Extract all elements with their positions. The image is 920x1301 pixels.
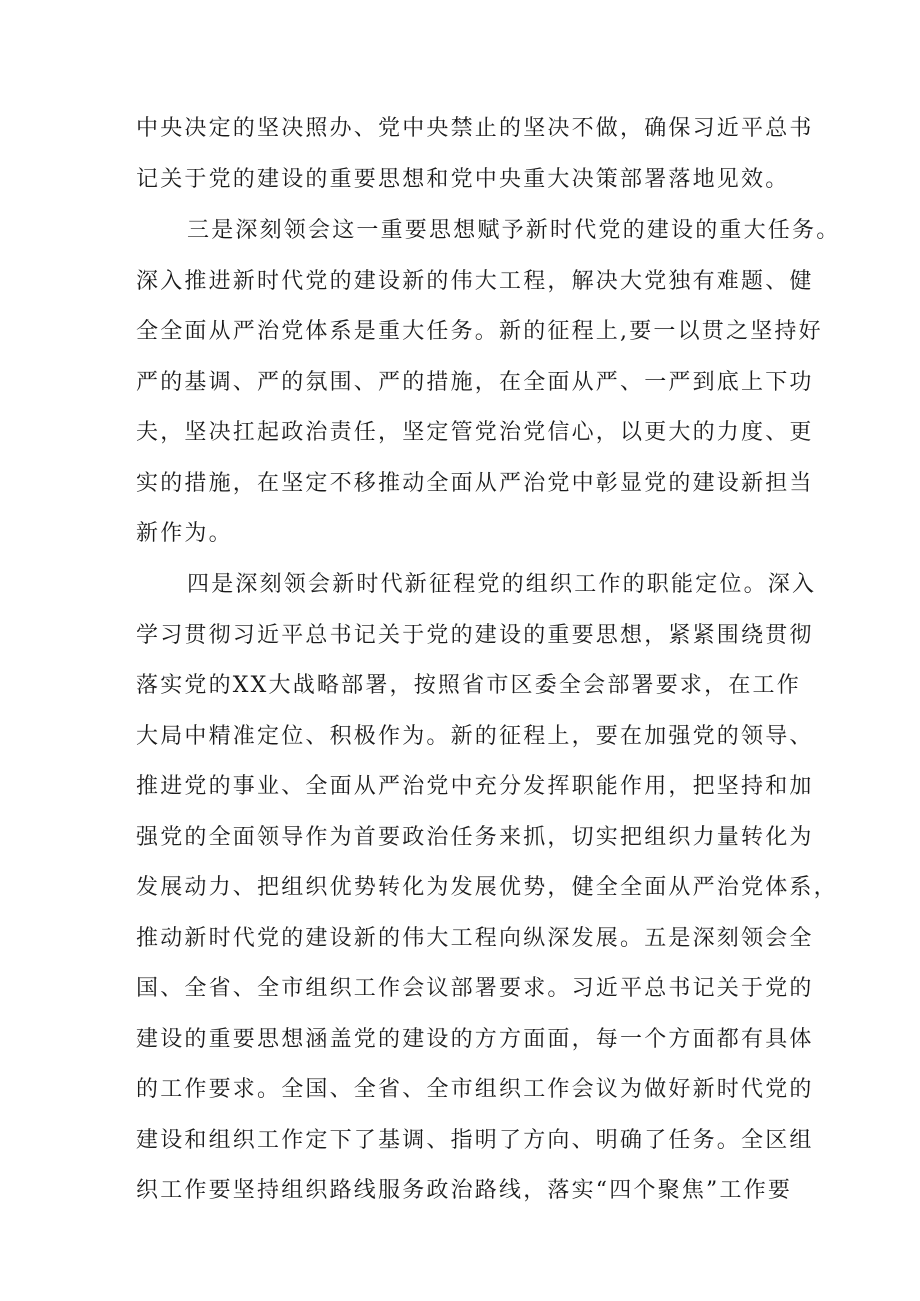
text-line: 严的基调、严的氛围、严的措施，在全面从严、一严到底上下功 (136, 370, 814, 395)
text-line: 夫，坚决扛起政治责任，坚定管党治党信心，以更大的力度、更 (136, 420, 814, 445)
text-line: 大局中精准定位、积极作为。新的征程上，要在加强党的领导、 (136, 724, 814, 749)
text-line: 建设的重要思想涵盖党的建设的方方面面，每一个方面都有具体 (136, 1027, 814, 1052)
text-line: 建设和组织工作定下了基调、指明了方向、明确了任务。全区组 (136, 1128, 814, 1153)
text-line: 记关于党的建设的重要思想和党中央重大决策部署落地见效。 (136, 167, 790, 192)
paragraph-start-line: 三是深刻领会这一重要思想赋予新时代党的建设的重大任务。 (187, 218, 841, 243)
text-line: 全全面从严治党体系是重大任务。新的征程上,要一以贯之坚持好 (136, 319, 823, 344)
text-line: 推动新时代党的建设新的伟大工程向纵深发展。五是深刻领会全 (136, 926, 814, 951)
text-line: 国、全省、全市组织工作会议部署要求。习近平总书记关于党的 (136, 976, 814, 1001)
text-line: 发展动力、把组织优势转化为发展优势，健全全面从严治党体系， (136, 875, 838, 900)
text-line: 织工作要坚持组织路线服务政治路线，落实“四个聚焦”工作要 (136, 1178, 793, 1203)
text-line: 学习贯彻习近平总书记关于党的建设的重要思想，紧紧围绕贯彻 (136, 623, 814, 648)
text-line: 落实党的XX大战略部署，按照省市区委全会部署要求，在工作 (136, 673, 801, 698)
text-line: 推进党的事业、全面从严治党中充分发挥职能作用，把坚持和加 (136, 774, 814, 799)
text-line: 实的措施，在坚定不移推动全面从严治党中彰显党的建设新担当 (136, 471, 814, 496)
text-line: 深入推进新时代党的建设新的伟大工程，解决大党独有难题、健 (136, 269, 814, 294)
text-line: 新作为。 (136, 521, 233, 546)
text-line: 的工作要求。全国、全省、全市组织工作会议为做好新时代党的 (136, 1077, 814, 1102)
text-line: 中央决定的坚决照办、党中央禁止的坚决不做，确保习近平总书 (136, 116, 814, 141)
text-line: 强党的全面领导作为首要政治任务来抓，切实把组织力量转化为 (136, 825, 814, 850)
paragraph-start-line: 四是深刻领会新时代新征程党的组织工作的职能定位。深入 (187, 572, 817, 597)
